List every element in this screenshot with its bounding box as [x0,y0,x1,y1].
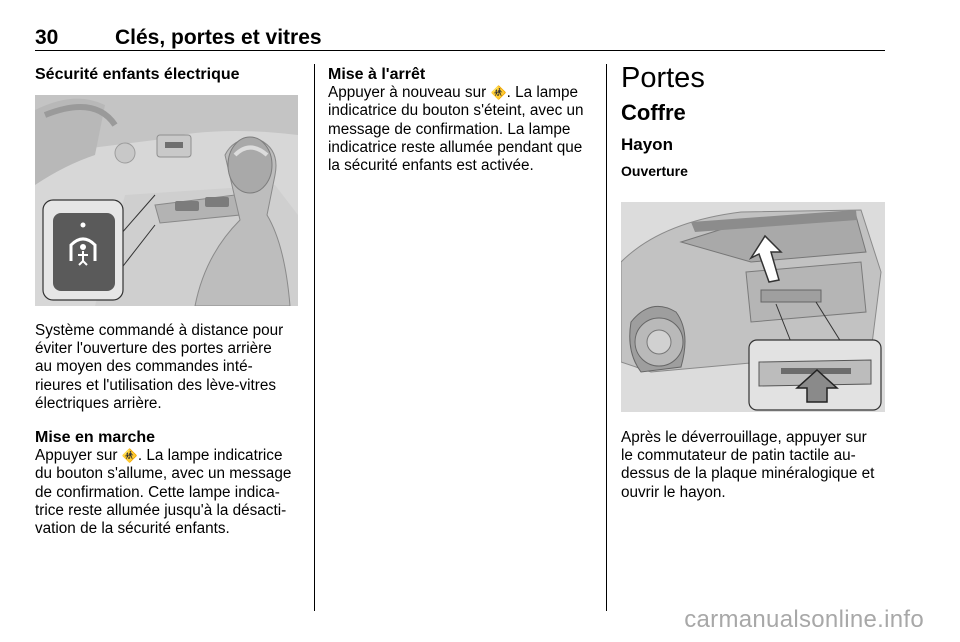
subheading-deactivation: Mise à l'arrêt [328,66,426,83]
tailgate-opening-illustration [621,202,885,412]
paragraph-line: Après le déverrouillage, appuyer sur [621,429,867,446]
left-column [35,66,303,84]
paragraph-line: Système commandé à distance pour [35,322,284,339]
paragraph-line: Appuyer sur 🚸. La lampe indicatrice [35,447,283,465]
subsubsection-heading-opening: Ouverture [621,163,688,179]
child-lock-icon: 🚸 [490,85,507,101]
page-header [35,26,885,50]
child-lock-icon: 🚸 [121,448,138,464]
subsection-heading-tailgate: Hayon [621,135,673,154]
paragraph-line: vation de la sécurité enfants. [35,520,230,538]
paragraph-line: au moyen des commandes inté- [35,358,253,376]
chapter-heading-doors: Portes [621,62,705,94]
middle-column [328,66,598,175]
paragraph-line: rieures et l'utilisation des lève-vitres [35,376,276,394]
paragraph-line: message de confirmation. La lampe [328,120,571,138]
subheading-activation: Mise en marche [35,429,156,447]
section-heading-child-safety: Sécurité enfants électrique [35,66,240,83]
paragraph-line: de confirmation. Cette lampe indica- [35,483,280,501]
paragraph-line: ouvrir le hayon. [621,483,726,501]
chapter-title: Clés, portes et vitres [115,26,322,49]
paragraph-line: éviter l'ouverture des portes arrière [35,340,272,358]
child-safety-illustration [35,95,298,306]
paragraph-line: Appuyer à nouveau sur 🚸. La lampe [328,84,579,102]
paragraph-line: indicatrice du bouton s'éteint, avec un [328,102,584,120]
header-rule [35,50,885,51]
paragraph-line: le commutateur de patin tactile au- [621,447,856,465]
paragraph-line: la sécurité enfants est activée. [328,157,534,175]
watermark: carmanualsonline.info [684,606,924,633]
left-column-text [35,322,303,538]
paragraph-line: indicatrice reste allumée pendant que [328,138,583,156]
right-column-text [621,429,886,502]
paragraph-line: trice reste allumée jusqu'à la désacti- [35,501,287,519]
right-column [621,62,886,180]
paragraph-line: électriques arrière. [35,394,162,412]
paragraph-line: dessus de la plaque minéralogique et [621,465,875,483]
section-heading-trunk: Coffre [621,100,686,125]
column-divider-1 [314,64,315,611]
column-divider-2 [606,64,607,611]
page-number: 30 [35,26,59,49]
paragraph-line: du bouton s'allume, avec un message [35,465,292,483]
